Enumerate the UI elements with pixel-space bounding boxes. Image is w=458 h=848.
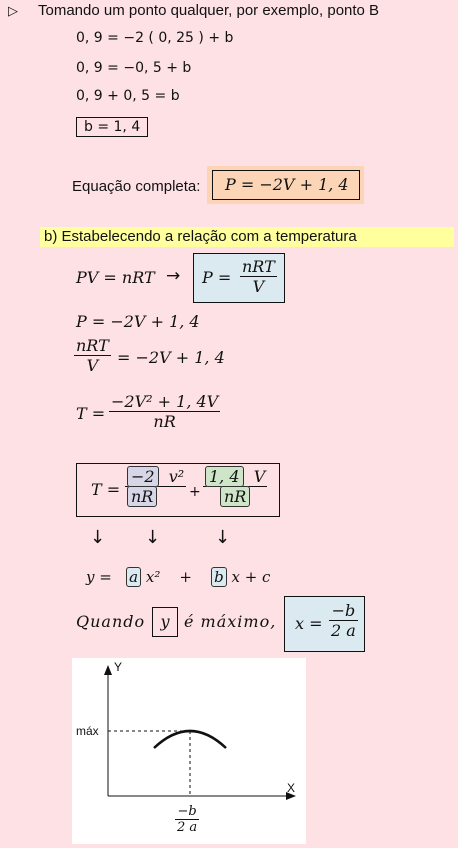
x-axis-label: X xyxy=(287,781,296,795)
boxed-t-plus: + xyxy=(189,484,201,500)
ideal-gas-lhs: PV = nRT xyxy=(76,268,155,287)
eq-ratio-den: V xyxy=(74,355,111,375)
step-line-1: 0, 9 = −2 ( 0, 25 ) + b xyxy=(76,30,234,46)
vertex-label-num: −b xyxy=(177,804,197,819)
den-a-highlight: nR xyxy=(127,486,157,507)
vertex-formula-num: −b xyxy=(331,601,356,620)
eq-t-num: −2V² + 1, 4V xyxy=(111,392,219,411)
boxed-t-term-a xyxy=(125,467,186,506)
max-label: máx xyxy=(76,724,99,738)
eq-t-fraction xyxy=(109,392,220,431)
step-line-3: 0, 9 + 0, 5 = b xyxy=(76,88,180,104)
quadratic-x2: x² xyxy=(145,568,161,586)
eq-ratio-fraction xyxy=(74,336,111,375)
maximum-y-box: y xyxy=(152,607,178,637)
parabola-graph xyxy=(72,658,306,844)
vertex-formula-fraction xyxy=(329,601,358,640)
maximum-text: é máximo, xyxy=(184,612,277,631)
quadratic-a-box: a xyxy=(126,567,141,587)
intro-text: Tomando um ponto qualquer, por exemplo, ponto B xyxy=(38,2,380,19)
vertex-label xyxy=(175,804,199,835)
arrow-down-icon: ↓ xyxy=(90,527,106,548)
eq-ratio-num: nRT xyxy=(76,336,109,355)
boxed-t-term-b xyxy=(203,467,267,506)
boxed-t-lhs: T = xyxy=(91,480,121,499)
complete-equation-box xyxy=(212,170,360,200)
p-formula-box xyxy=(193,253,285,303)
y-axis-arrowhead xyxy=(104,665,112,675)
quadratic-plus: + xyxy=(179,568,192,586)
var-b: V xyxy=(253,467,266,486)
eq-p: P = −2V + 1, 4 xyxy=(76,312,200,331)
quadratic-rest: x + c xyxy=(231,568,271,586)
bullet-icon: ▷ xyxy=(8,3,18,18)
coef-a-highlight: −2 xyxy=(127,466,159,487)
b-result-box: b = 1, 4 xyxy=(76,117,148,137)
vertex-formula-lhs: x = xyxy=(295,614,323,633)
p-formula-den: V xyxy=(240,276,277,296)
vertex-formula-box xyxy=(284,596,365,652)
complete-equation-label: Equação completa: xyxy=(72,178,201,195)
eq-ratio-rhs: = −2V + 1, 4 xyxy=(117,348,225,367)
step-line-2: 0, 9 = −0, 5 + b xyxy=(76,60,192,76)
maximum-quando: Quando xyxy=(76,612,146,631)
complete-equation-value: P = −2V + 1, 4 xyxy=(225,175,349,194)
arrow-down-icon: ↓ xyxy=(145,527,161,548)
vertex-formula-den: 2 a xyxy=(331,621,356,640)
quadratic-equation xyxy=(86,568,270,586)
eq-t-lhs: T = xyxy=(76,404,106,423)
vertex-label-den: 2 a xyxy=(177,820,198,835)
arrow-down-icon: ↓ xyxy=(215,527,231,548)
quadratic-b-box: b xyxy=(211,567,227,587)
quadratic-y: y = xyxy=(86,568,112,586)
y-axis-label: Y xyxy=(114,660,123,674)
p-formula-lhs: P = xyxy=(202,268,232,287)
arrow-right-icon: → xyxy=(166,266,181,286)
p-formula-fraction xyxy=(240,257,277,296)
p-formula-num: nRT xyxy=(242,257,275,276)
coef-b-highlight: 1, 4 xyxy=(205,466,244,487)
section-b-heading: b) Estabelecendo a relação com a temperatura xyxy=(40,227,454,247)
den-b-highlight: nR xyxy=(220,486,250,507)
boxed-t-equation xyxy=(76,463,280,517)
var-a: v² xyxy=(168,467,185,486)
eq-t-den: nR xyxy=(109,411,220,431)
